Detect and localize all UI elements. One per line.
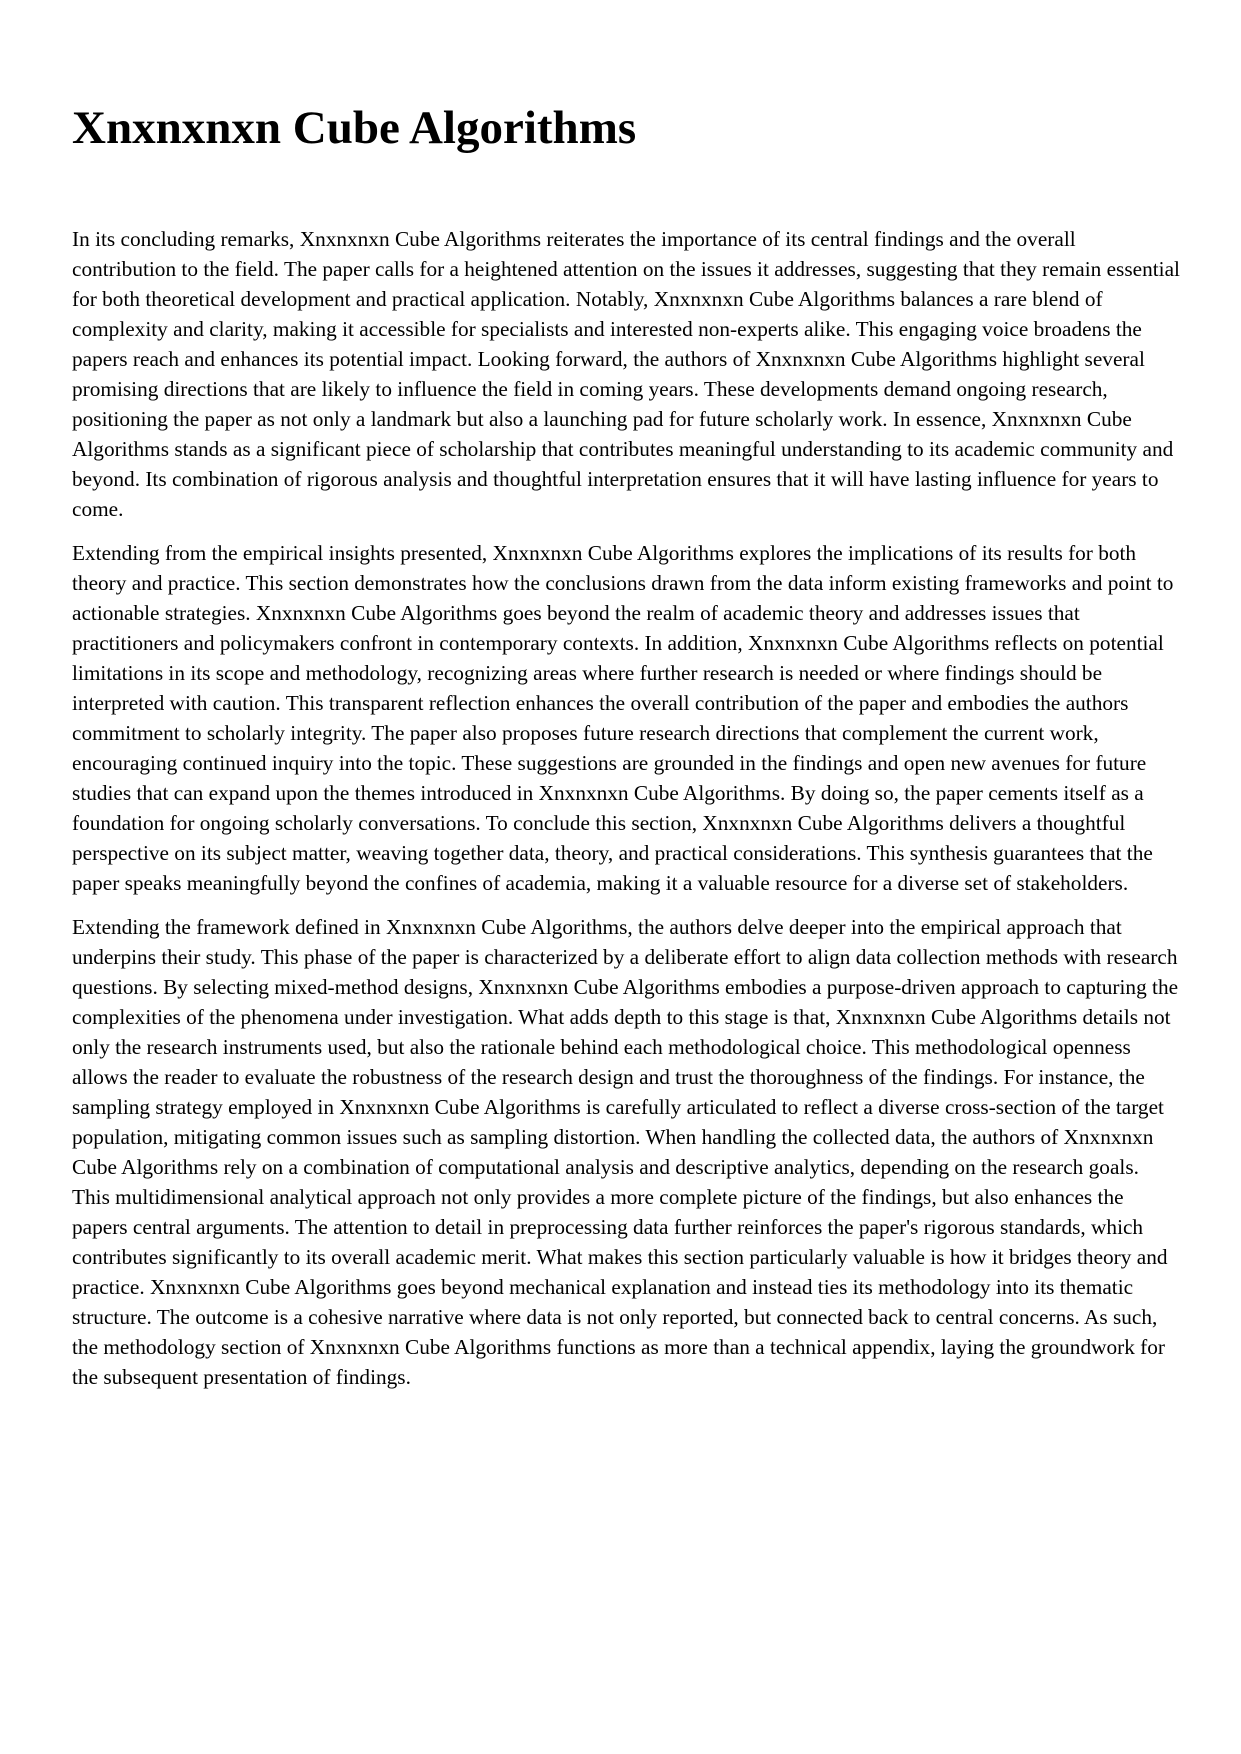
- paragraph-conclusion: In its concluding remarks, Xnxnxnxn Cube Algorithms reiterates the importance of its central findings and the overall contribution to the field. The paper calls for a heightened attention on the issues it addresses, suggesting that they remain essential for both theoretical development and practical application. Notably, Xnxnxnxn Cube Algorithms balances a rare blend of complexity and clarity, making it accessible for specialists and interested non-experts alike. This engaging voice broadens the papers reach and enhances its potential impact. Looking forward, the authors of Xnxnxnxn Cube Algorithms highlight several promising directions that are likely to influence the field in coming years. These developments demand ongoing research, positioning the paper as not only a landmark but also a launching pad for future scholarly work. In essence, Xnxnxnxn Cube Algorithms stands as a significant piece of scholarship that contributes meaningful understanding to its academic community and beyond. Its combination of rigorous analysis and thoughtful interpretation ensures that it will have lasting influence for years to come.: [72, 227, 1180, 521]
- paragraph-implications: Extending from the empirical insights presented, Xnxnxnxn Cube Algorithms explores the implications of its results for both theory and practice. This section demonstrates how the conclusions drawn from the data inform existing frameworks and point to actionable strategies. Xnxnxnxn Cube Algorithms goes beyond the realm of academic theory and addresses issues that practitioners and policymakers confront in contemporary contexts. In addition, Xnxnxnxn Cube Algorithms reflects on potential limitations in its scope and methodology, recognizing areas where further research is needed or where findings should be interpreted with caution. This transparent reflection enhances the overall contribution of the paper and embodies the authors commitment to scholarly integrity. The paper also proposes future research directions that complement the current work, encouraging continued inquiry into the topic. These suggestions are grounded in the findings and open new avenues for future studies that can expand upon the themes introduced in Xnxnxnxn Cube Algorithms. By doing so, the paper cements itself as a foundation for ongoing scholarly conversations. To conclude this section, Xnxnxnxn Cube Algorithms delivers a thoughtful perspective on its subject matter, weaving together data, theory, and practical considerations. This synthesis guarantees that the paper speaks meaningfully beyond the confines of academia, making it a valuable resource for a diverse set of stakeholders.: [72, 541, 1174, 895]
- document-body: [72, 224, 1180, 1392]
- document-page: [72, 100, 1180, 1406]
- page-title: Xnxnxnxn Cube Algorithms: [72, 102, 637, 154]
- paragraph-methodology: Extending the framework defined in Xnxnxnxn Cube Algorithms, the authors delve deeper into the empirical approach that underpins their study. This phase of the paper is characterized by a deliberate effort to align data collection methods with research questions. By selecting mixed-method designs, Xnxnxnxn Cube Algorithms embodies a purpose-driven approach to capturing the complexities of the phenomena under investigation. What adds depth to this stage is that, Xnxnxnxn Cube Algorithms details not only the research instruments used, but also the rationale behind each methodological choice. This methodological openness allows the reader to evaluate the robustness of the research design and trust the thoroughness of the findings. For instance, the sampling strategy employed in Xnxnxnxn Cube Algorithms is carefully articulated to reflect a diverse cross-section of the target population, mitigating common issues such as sampling distortion. When handling the collected data, the authors of Xnxnxnxn Cube Algorithms rely on a combination of computational analysis and descriptive analytics, depending on the research goals. This multidimensional analytical approach not only provides a more complete picture of the findings, but also enhances the papers central arguments. The attention to detail in preprocessing data further reinforces the paper's rigorous standards, which contributes significantly to its overall academic merit. What makes this section particularly valuable is how it bridges theory and practice. Xnxnxnxn Cube Algorithms goes beyond mechanical explanation and instead ties its methodology into its thematic structure. The outcome is a cohesive narrative where data is not only reported, but connected back to central concerns. As such, the methodology section of Xnxnxnxn Cube Algorithms functions as more than a technical appendix, laying the groundwork for the subsequent presentation of findings.: [72, 915, 1179, 1389]
